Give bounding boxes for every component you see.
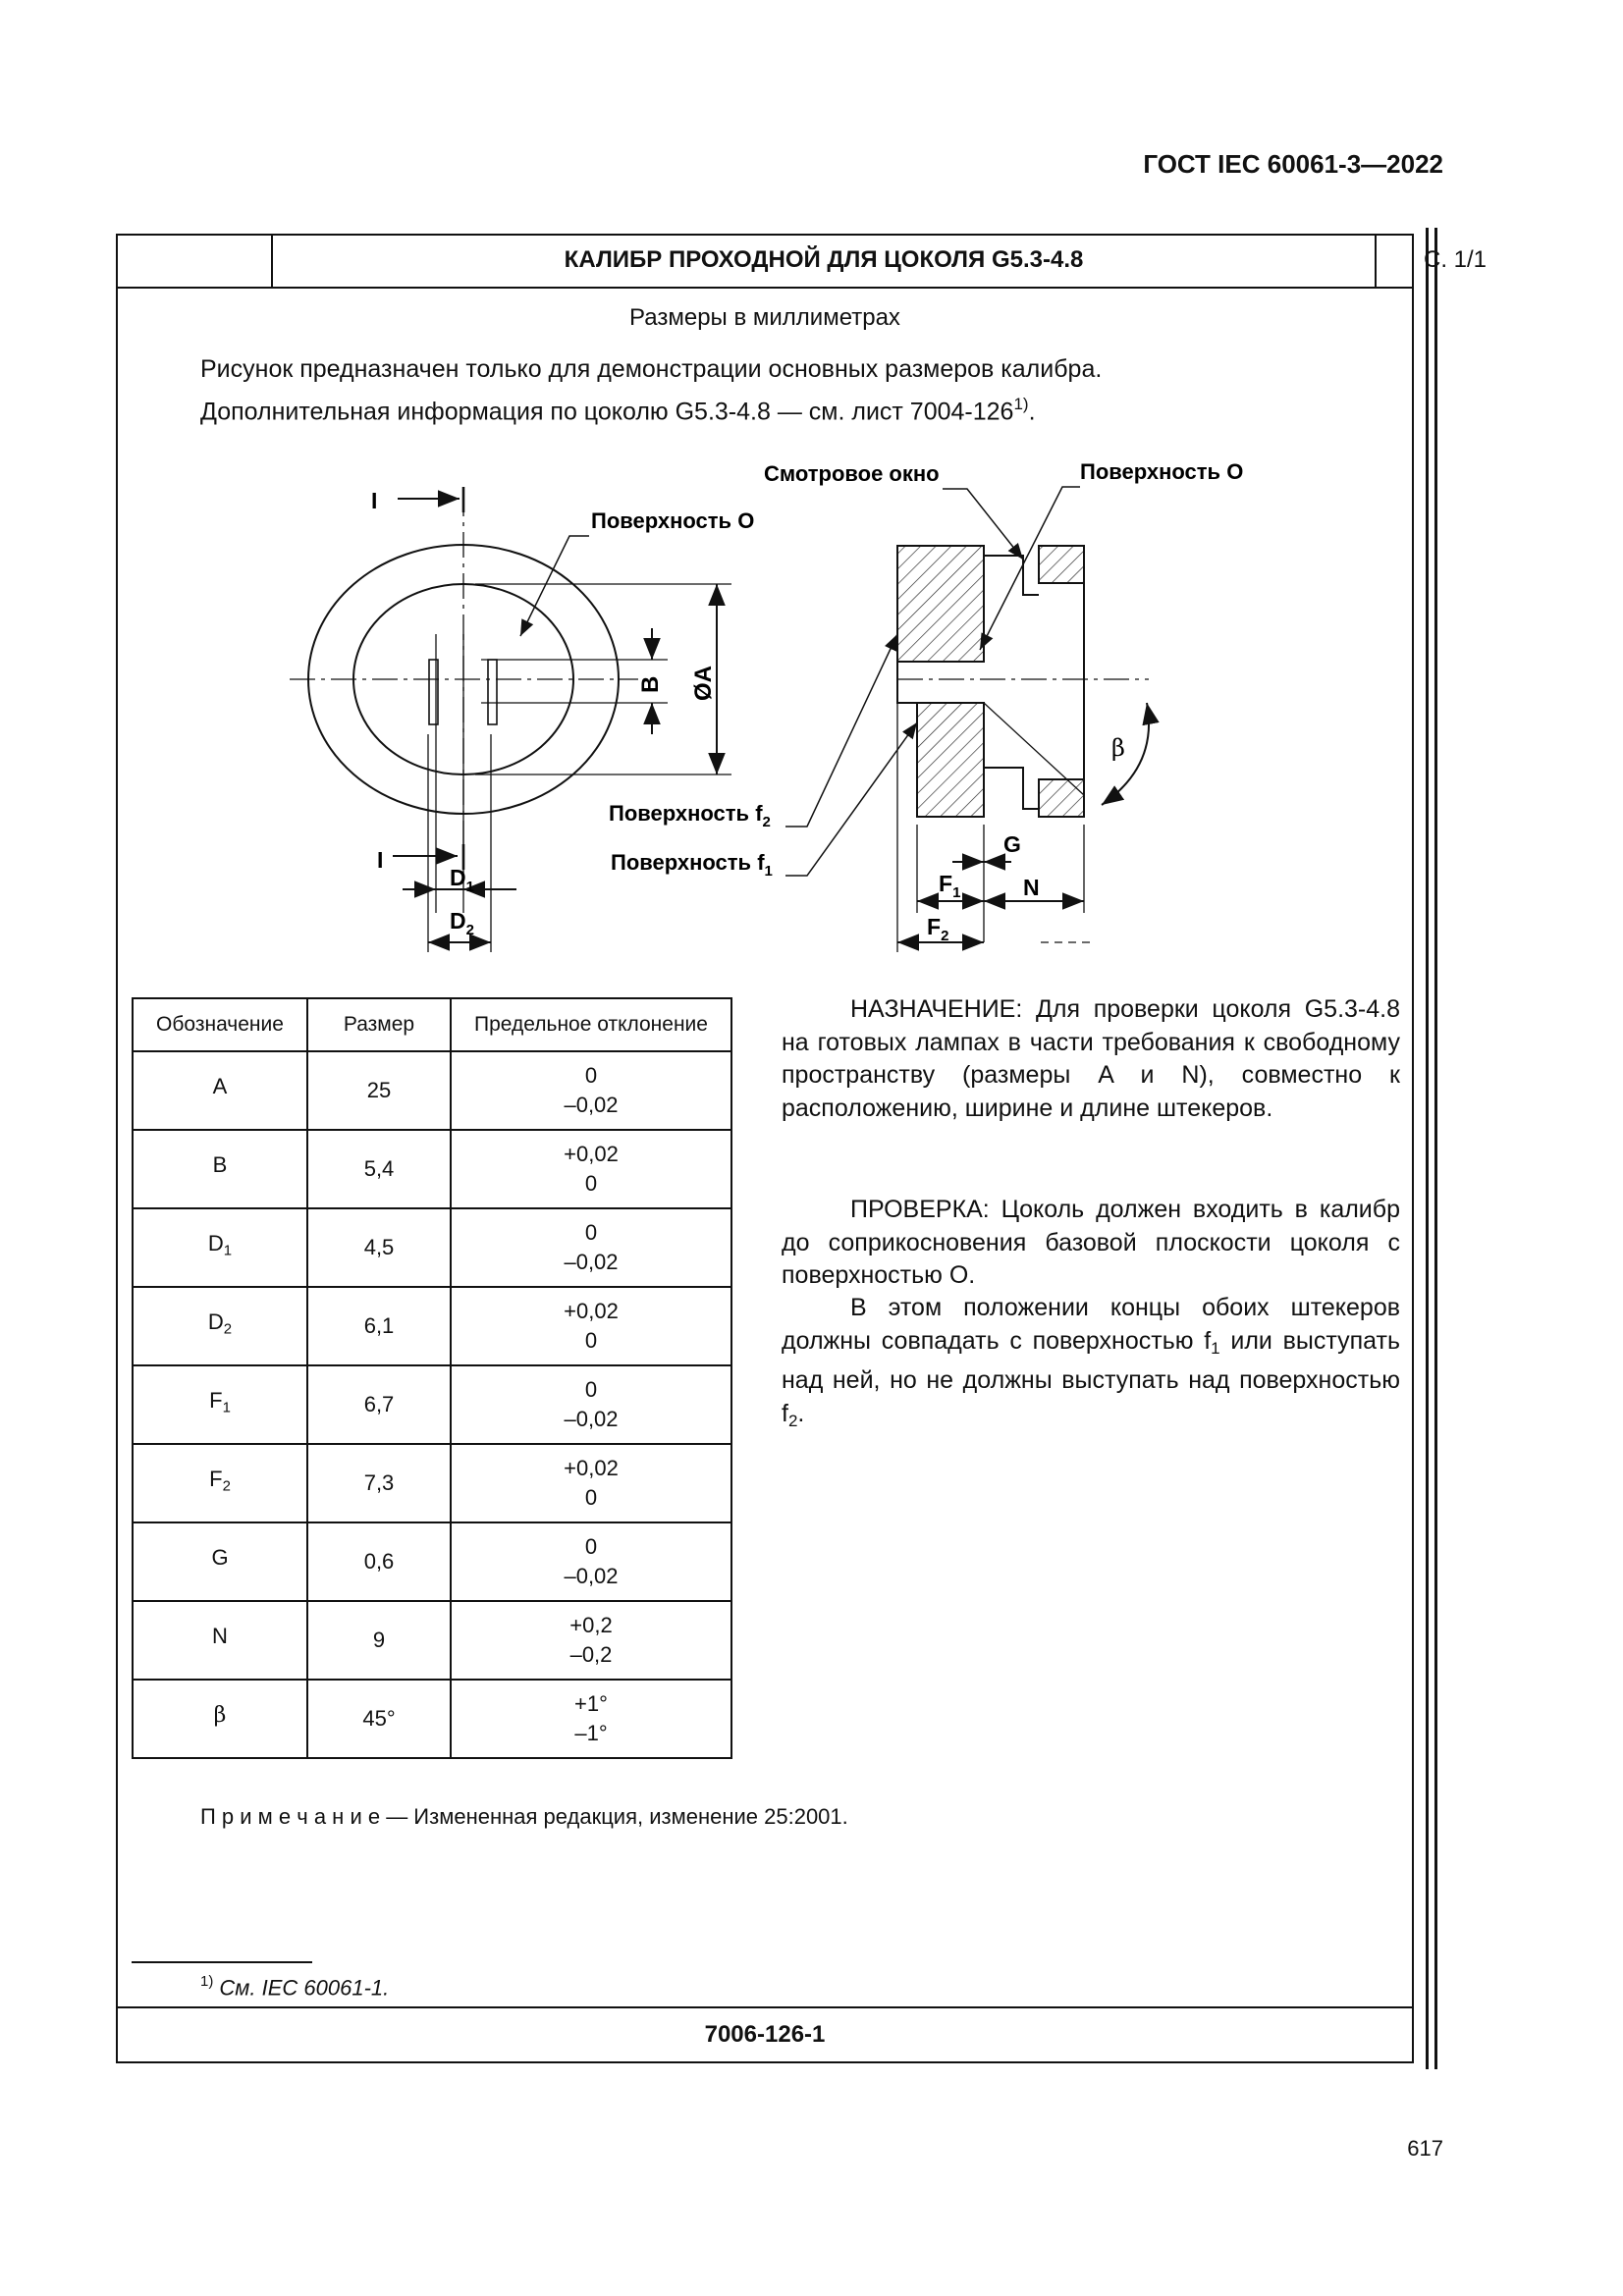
sheet-footer: 7006-126-1 <box>116 2006 1414 2061</box>
col-header-tolerance: Предельное отклонение <box>451 998 731 1051</box>
section-window-upper <box>1039 546 1084 583</box>
label-dim-n: N <box>1023 875 1040 900</box>
cell-symbol: $D_2$ <box>133 1287 307 1365</box>
sheet-number: С. 1/1 <box>1423 246 1488 273</box>
cell-symbol: G <box>133 1522 307 1601</box>
section-body-lower <box>917 703 984 817</box>
table-row <box>133 1287 731 1365</box>
angle-beta-arc <box>1102 703 1149 805</box>
cell-symbol: N <box>133 1601 307 1680</box>
table-row <box>133 1522 731 1601</box>
table-row <box>133 1130 731 1208</box>
leader-surface-f2 <box>785 634 897 827</box>
cell-tolerance: +0,2 –0,2 <box>451 1601 731 1680</box>
cell-size: 9 <box>307 1601 451 1680</box>
purpose-paragraph: НАЗНАЧЕНИЕ: Для проверки цоколя G5.3-4.8 на готовых лампах в части требования к свободному пространству (размеры A и N), совместно к расположению, ширине и длине штекеров. <box>782 995 1400 1122</box>
label-surface-f2: Поверхность $f_2$ <box>609 801 771 830</box>
units-note: Размеры в миллиметрах <box>629 304 900 331</box>
label-surface-o-front: Поверхность О <box>591 508 755 533</box>
label-dim-d1: $D_1$ <box>450 865 474 895</box>
leader-surface-o <box>520 536 589 636</box>
cell-tolerance: +0,02 0 <box>451 1444 731 1522</box>
slot-right <box>488 660 497 724</box>
label-dim-f2: $F_2$ <box>927 914 949 944</box>
label-dim-b: B <box>637 675 664 693</box>
page-number: 617 <box>1407 2136 1443 2161</box>
gauge-drawing <box>0 0 1623 982</box>
section-mark-top: I <box>371 488 378 513</box>
label-surface-o-section: Поверхность О <box>1080 459 1244 484</box>
cell-size: 7,3 <box>307 1444 451 1522</box>
label-dim-a: ØA <box>690 666 717 701</box>
cell-tolerance: 0 –0,02 <box>451 1051 731 1130</box>
cell-size: 25 <box>307 1051 451 1130</box>
front-view <box>290 487 731 952</box>
footnote-rule <box>132 1961 312 1963</box>
cell-tolerance: 0 –0,02 <box>451 1522 731 1601</box>
cell-symbol: $D_1$ <box>133 1208 307 1287</box>
cell-symbol: A <box>133 1051 307 1130</box>
label-surface-f1: Поверхность $f_1$ <box>611 850 773 880</box>
intro-line-2: Дополнительная информация по цоколю G5.3-4.8 — см. лист 7004-126$^{1)}$. <box>200 395 1036 426</box>
cell-size: 45° <box>307 1680 451 1758</box>
section-view <box>785 487 1149 952</box>
cell-tolerance: 0 –0,02 <box>451 1365 731 1444</box>
cell-tolerance: 0 –0,02 <box>451 1208 731 1287</box>
intro-line-1: Рисунок предназначен только для демонстрации основных размеров калибра. <box>200 355 1103 383</box>
table-row <box>133 1365 731 1444</box>
section-mark-bottom: I <box>377 847 384 873</box>
label-viewing-window: Смотровое окно <box>764 461 940 486</box>
section-body-upper <box>897 546 984 662</box>
section-window-lower <box>1039 779 1084 817</box>
table-row <box>133 1444 731 1522</box>
footnote: $^{1)}$ См. IEC 60061-1. <box>200 1973 390 2001</box>
check-paragraph: ПРОВЕРКА: Цоколь должен входить в калибр до соприкосновения базовой плоскости цоколя с поверхностью О. <box>782 1196 1400 1289</box>
label-angle-beta: β <box>1111 734 1125 762</box>
dimensions-table <box>132 997 732 1759</box>
table-row <box>133 1051 731 1130</box>
table-header-row <box>133 998 731 1051</box>
cell-symbol: β <box>133 1680 307 1758</box>
cell-symbol: B <box>133 1130 307 1208</box>
col-header-symbol: Обозначение <box>133 998 307 1051</box>
sheet-title: КАЛИБР ПРОХОДНОЙ ДЛЯ ЦОКОЛЯ G5.3-4.8 <box>273 234 1377 287</box>
cell-tolerance: +1° –1° <box>451 1680 731 1758</box>
cell-symbol: $F_2$ <box>133 1444 307 1522</box>
note-text: П р и м е ч а н и е — Измененная редакция, изменение 25:2001. <box>200 1804 848 1829</box>
cell-tolerance: +0,02 0 <box>451 1130 731 1208</box>
table-row <box>133 1208 731 1287</box>
cell-size: 5,4 <box>307 1130 451 1208</box>
cell-size: 6,7 <box>307 1365 451 1444</box>
col-header-size: Размер <box>307 998 451 1051</box>
cell-size: 6,1 <box>307 1287 451 1365</box>
table-row <box>133 1601 731 1680</box>
cell-size: 4,5 <box>307 1208 451 1287</box>
table-row <box>133 1680 731 1758</box>
cell-tolerance: +0,02 0 <box>451 1287 731 1365</box>
label-dim-g: G <box>1003 831 1021 857</box>
label-dim-d2: $D_2$ <box>450 908 474 938</box>
label-dim-f1: $F_1$ <box>939 871 961 901</box>
standard-designation: ГОСТ IEC 60061-3—2022 <box>1143 149 1443 179</box>
cell-size: 0,6 <box>307 1522 451 1601</box>
position-paragraph: В этом положении концы обоих штекеров должны совпадать с поверхностью $f_1$ или выступать над ней, но не должны выступать над поверхностью $f_2$. <box>782 1294 1400 1430</box>
cell-symbol: $F_1$ <box>133 1365 307 1444</box>
